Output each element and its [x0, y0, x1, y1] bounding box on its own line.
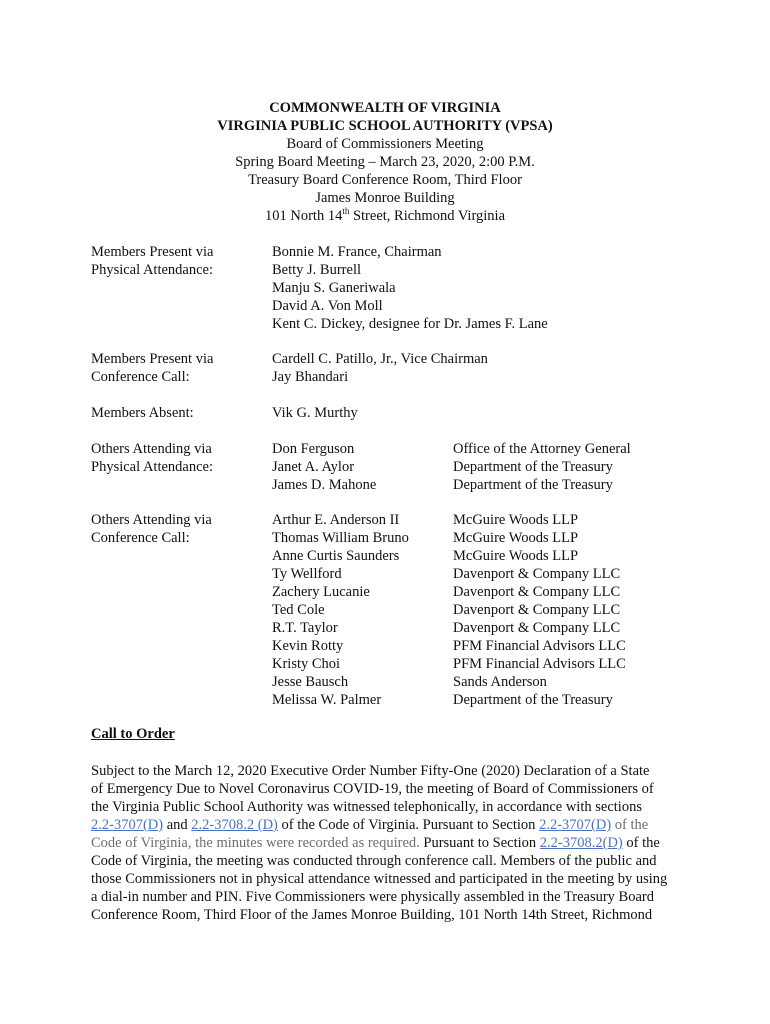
list-item: Office of the Attorney General — [453, 441, 631, 457]
list-item: Betty J. Burrell — [272, 262, 362, 278]
list-item: R.T. Taylor — [272, 620, 338, 636]
list-item: Davenport & Company LLC — [453, 620, 621, 636]
code-section-link[interactable]: 2.2-3707(D) — [539, 817, 612, 833]
list-item: Department of the Treasury — [453, 692, 613, 708]
code-section-link[interactable]: 2.2-3707(D) — [91, 817, 164, 833]
list-item: McGuire Woods LLP — [453, 530, 579, 546]
section-label: Others Attending via Physical Attendance: — [91, 441, 214, 475]
header-commonwealth: COMMONWEALTH OF VIRGINIA — [269, 100, 501, 116]
orgs-list — [453, 511, 626, 709]
list-item: Davenport & Company LLC — [453, 566, 621, 582]
header-authority: VIRGINIA PUBLIC SCHOOL AUTHORITY (VPSA) — [217, 118, 553, 134]
list-item: Jesse Bausch — [272, 674, 349, 690]
list-item: McGuire Woods LLP — [453, 512, 579, 528]
list-item: James D. Mahone — [272, 477, 377, 493]
list-item: Cardell C. Patillo, Jr., Vice Chairman — [272, 351, 488, 367]
list-item: Kevin Rotty — [272, 638, 344, 654]
list-item: PFM Financial Advisors LLC — [453, 638, 626, 654]
header-board: Board of Commissioners Meeting — [286, 136, 484, 152]
call-to-order-heading: Call to Order — [91, 726, 175, 742]
names-list — [272, 511, 409, 709]
list-item: Kent C. Dickey, designee for Dr. James F. Lane — [272, 316, 548, 332]
names-list — [272, 404, 358, 422]
code-section-link[interactable]: 2.2-3708.2(D) — [539, 835, 623, 851]
list-item: Arthur E. Anderson II — [272, 512, 400, 528]
list-item: Davenport & Company LLC — [453, 584, 621, 600]
list-item: Department of the Treasury — [453, 477, 613, 493]
list-item: Melissa W. Palmer — [272, 692, 382, 708]
header-building: James Monroe Building — [315, 190, 455, 206]
list-item: Davenport & Company LLC — [453, 602, 621, 618]
list-item: Anne Curtis Saunders — [272, 548, 400, 564]
list-item: Department of the Treasury — [453, 459, 613, 475]
list-item: Ty Wellford — [272, 566, 342, 582]
list-item: Bonnie M. France, Chairman — [272, 244, 442, 260]
header-address: 101 North 14th Street, Richmond Virginia — [264, 206, 506, 224]
list-item: Thomas William Bruno — [272, 530, 409, 546]
list-item: Manju S. Ganeriwala — [272, 280, 396, 296]
orgs-list — [453, 440, 631, 494]
names-list — [272, 440, 376, 494]
list-item: Don Ferguson — [272, 441, 355, 457]
header-meeting-date: Spring Board Meeting – March 23, 2020, 2:00 P.M. — [235, 154, 535, 170]
list-item: Ted Cole — [272, 602, 325, 618]
list-item: Sands Anderson — [453, 674, 547, 690]
names-list — [272, 350, 488, 386]
section-label: Members Present via Physical Attendance: — [91, 244, 214, 278]
section-label: Members Absent: — [91, 405, 194, 421]
code-section-link[interactable]: 2.2-3708.2 (D) — [191, 817, 278, 833]
header-room: Treasury Board Conference Room, Third Floor — [248, 172, 522, 188]
list-item: Jay Bhandari — [272, 369, 349, 385]
list-item: Kristy Choi — [272, 656, 341, 672]
list-item: Janet A. Aylor — [272, 459, 355, 475]
section-label: Others Attending via Conference Call: — [91, 512, 212, 546]
list-item: Zachery Lucanie — [272, 584, 370, 600]
list-item: Vik G. Murthy — [272, 405, 358, 421]
call-to-order-paragraph: Subject to the March 12, 2020 Executive Order Number Fifty-One (2020) Declaration of a State of Emergency Due to Novel Coronavirus COVID-19, the meeting of Board of Commissioners of the Virginia Public School Authority was witnessed telephonically, in accordance with sections 2.2-3707(D) and 2.2-3708.2 (D) of the Code of Virginia. Pursuant to Section 2.2-3707(D) of the Code of Virginia, the minutes were recorded as required. Pursuant to Section 2.2-3708.2(D) of the Code of Virginia, the meeting was conducted through conference call. Members of the public and those Commissioners not in physical attendance witnessed and participated in the meeting by using a dial-in number and PIN. Five Commissioners were physically assembled in the Treasury Board Conference Room, Third Floor of the James Monroe Building, 101 North 14th Street, Richmond — [91, 763, 668, 923]
document-header — [0, 99, 770, 225]
names-list — [272, 243, 548, 333]
list-item: McGuire Woods LLP — [453, 548, 579, 564]
section-label: Members Present via Conference Call: — [91, 351, 214, 385]
list-item: PFM Financial Advisors LLC — [453, 656, 626, 672]
list-item: David A. Von Moll — [272, 298, 383, 314]
